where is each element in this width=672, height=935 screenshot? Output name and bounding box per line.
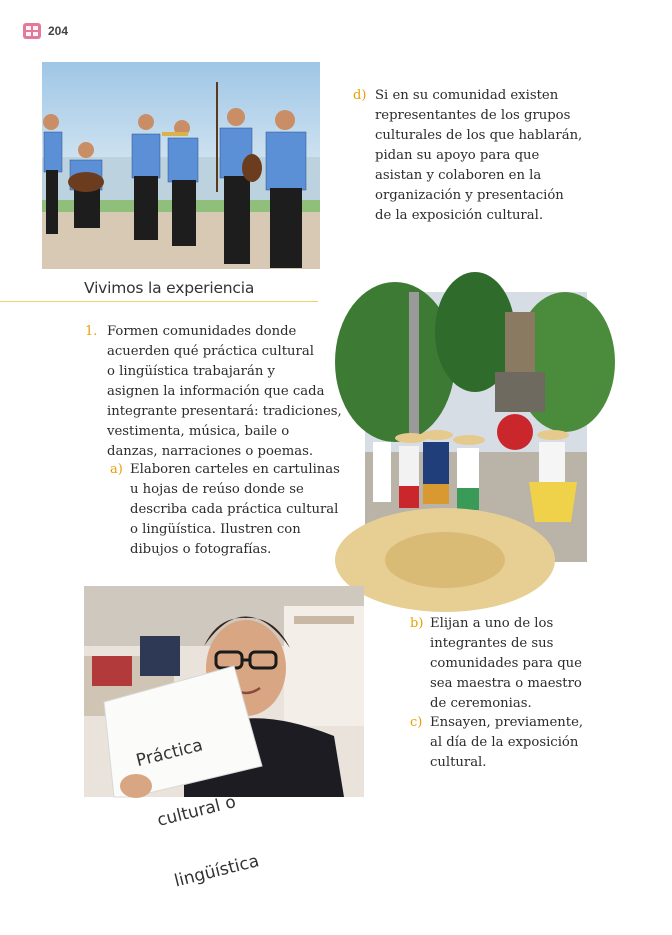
- text-line: acuerden qué práctica cultural: [107, 344, 314, 359]
- marker-c: c): [410, 715, 423, 730]
- sign-line: cultural o: [155, 792, 238, 831]
- text-line: Ensayen, previamente,: [430, 715, 584, 730]
- text-line: al día de la exposición: [430, 735, 579, 750]
- text-line: pidan su apoyo para que: [375, 148, 540, 163]
- title-underline: [0, 301, 318, 302]
- instruction-1: [85, 322, 357, 462]
- text-line: o lingüística. Ilustren con: [130, 522, 301, 537]
- student-sign-photo: [84, 586, 364, 892]
- text-line: representantes de los grupos: [375, 108, 571, 123]
- book-calendar-icon: [22, 22, 42, 40]
- text-line: integrantes de sus: [430, 636, 554, 651]
- instruction-b: [410, 614, 650, 714]
- text-line: organización y presentación: [375, 188, 564, 203]
- mariachi-photo: [42, 62, 320, 269]
- section-title: Vivimos la experiencia: [84, 279, 255, 297]
- instruction-a: [110, 460, 358, 560]
- text-line: sea maestra o maestro: [430, 676, 582, 691]
- text-line: de ceremonias.: [430, 696, 532, 711]
- text-line: integrante presentará: tradiciones,: [107, 404, 342, 419]
- text-line: cultural.: [430, 755, 487, 770]
- text-line: o lingüística trabajarán y: [107, 364, 275, 379]
- page-number: 204: [48, 24, 69, 38]
- folk-dancers-photo: [365, 292, 587, 562]
- text-line: Elaboren carteles en cartulinas: [130, 462, 340, 477]
- marker-d: d): [353, 88, 367, 103]
- text-line: culturales de los que hablarán,: [375, 128, 583, 143]
- text-line: Si en su comunidad existen: [375, 88, 559, 103]
- instruction-d: [353, 86, 645, 226]
- sign-line: Práctica: [134, 735, 205, 772]
- text-line: comunidades para que: [430, 656, 582, 671]
- text-line: Elijan a uno de los: [430, 616, 554, 631]
- text-line: dibujos o fotografías.: [130, 542, 272, 557]
- instruction-c: [410, 713, 650, 773]
- text-line: danzas, narraciones o poemas.: [107, 444, 314, 459]
- text-line: Formen comunidades donde: [107, 324, 297, 339]
- text-line: u hojas de reúso donde se: [130, 482, 304, 497]
- text-line: de la exposición cultural.: [375, 208, 544, 223]
- marker-a: a): [110, 462, 123, 477]
- sign-line: lingüística: [172, 851, 262, 892]
- text-line: asignen la información que cada: [107, 384, 325, 399]
- text-line: asistan y colaboren en la: [375, 168, 542, 183]
- text-line: describa cada práctica cultural: [130, 502, 339, 517]
- marker-1: 1.: [85, 324, 98, 339]
- text-line: vestimenta, música, baile o: [107, 424, 290, 439]
- marker-b: b): [410, 616, 424, 631]
- page-header: [22, 22, 68, 40]
